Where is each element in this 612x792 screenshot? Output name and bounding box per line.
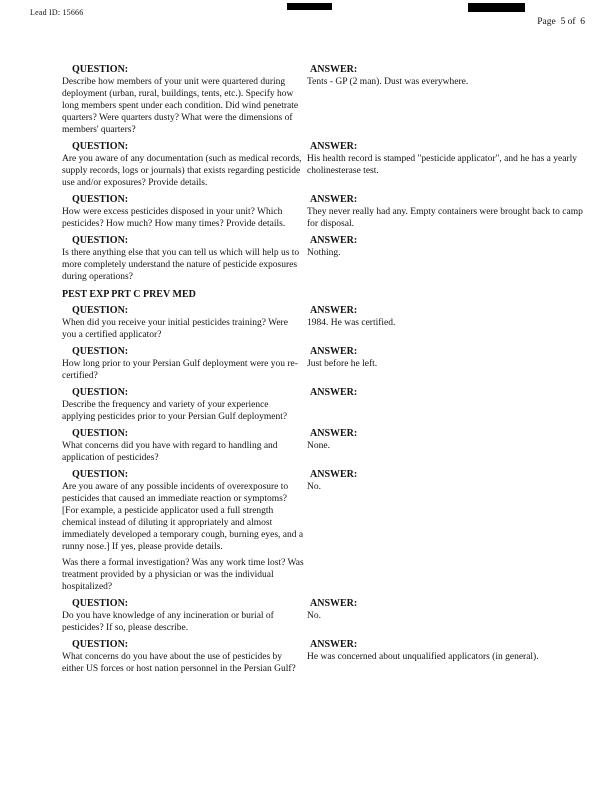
qa-block xyxy=(0,428,612,464)
question-text: When did you receive your initial pesticides training? Were you a certified applicator? xyxy=(62,318,288,340)
question-column xyxy=(62,469,304,593)
qa-block xyxy=(0,64,612,136)
answer-label: ANSWER: xyxy=(310,194,358,205)
qa-block xyxy=(0,598,612,634)
question-label: QUESTION: xyxy=(72,235,129,246)
question-column xyxy=(62,387,304,423)
question-text: Describe the frequency and variety of your experience applying pesticides prior to your Persian Gulf deployment? xyxy=(62,400,288,422)
answer-text: They never really had any. Empty containers were brought back to camp for disposal. xyxy=(307,207,583,229)
answer-column xyxy=(307,141,585,177)
qa-block xyxy=(0,346,612,382)
question-label: QUESTION: xyxy=(72,305,129,316)
answer-text: Tents - GP (2 man). Dust was everywhere. xyxy=(307,77,469,87)
redaction-bar xyxy=(468,3,525,12)
qa-block xyxy=(0,141,612,189)
question-column xyxy=(62,305,304,341)
answer-column xyxy=(307,64,585,88)
qa-block xyxy=(0,387,612,423)
qa-block xyxy=(0,235,612,283)
answer-label: ANSWER: xyxy=(310,235,358,246)
question-column xyxy=(62,598,304,634)
question-column xyxy=(62,235,304,283)
answer-label: ANSWER: xyxy=(310,64,358,75)
answer-text: He was concerned about unqualified applicators (in general). xyxy=(307,652,539,662)
answer-column xyxy=(307,194,585,230)
answer-column xyxy=(307,598,585,622)
section-header: PEST EXP PRT C PREV MED xyxy=(62,289,196,300)
question-label: QUESTION: xyxy=(72,428,129,439)
answer-label: ANSWER: xyxy=(310,387,358,398)
answer-text: No. xyxy=(307,611,321,621)
question-label: QUESTION: xyxy=(72,64,129,75)
answer-column xyxy=(307,428,585,452)
answer-column xyxy=(307,346,585,370)
answer-column xyxy=(307,639,585,663)
lead-id: Lead ID: 15666 xyxy=(30,8,84,17)
question-column xyxy=(62,194,304,230)
answer-text: His health record is stamped "pesticide applicator", and he has a yearly cholinesterase test. xyxy=(307,154,577,176)
qa-block xyxy=(0,639,612,675)
question-label: QUESTION: xyxy=(72,387,129,398)
question-label: QUESTION: xyxy=(72,639,129,650)
answer-label: ANSWER: xyxy=(310,428,358,439)
question-label: QUESTION: xyxy=(72,598,129,609)
answer-label: ANSWER: xyxy=(310,305,358,316)
question-column xyxy=(62,346,304,382)
answer-column xyxy=(307,305,585,329)
qa-block xyxy=(0,194,612,230)
question-text: What concerns did you have with regard to handling and application of pesticides? xyxy=(62,441,278,463)
answer-text: Just before he left. xyxy=(307,359,378,369)
question-label: QUESTION: xyxy=(72,346,129,357)
question-column xyxy=(62,64,304,136)
answer-label: ANSWER: xyxy=(310,141,358,152)
question-text: Is there anything else that you can tell us which will help us to more completely understand the nature of pesticide exposures during operations? xyxy=(62,248,300,282)
redaction-bar xyxy=(287,3,332,10)
question-text: Do you have knowledge of any incineration or burial of pesticides? If so, please describe. xyxy=(62,611,274,633)
answer-label: ANSWER: xyxy=(310,639,358,650)
answer-label: ANSWER: xyxy=(310,346,358,357)
question-text: What concerns do you have about the use of pesticides by either US forces or host nation personnel in the Persian Gulf? xyxy=(62,652,296,674)
answer-column xyxy=(307,387,585,399)
answer-label: ANSWER: xyxy=(310,598,358,609)
question-label: QUESTION: xyxy=(72,194,129,205)
answer-column xyxy=(307,235,585,259)
answer-text: Nothing. xyxy=(307,248,341,258)
question-text: How were excess pesticides disposed in your unit? Which pesticides? How much? How many times? Provide details. xyxy=(62,207,286,229)
qa-block xyxy=(0,305,612,341)
question-text: Are you aware of any possible incidents of overexposure to pesticides that caused an immediate reaction or symptoms? [For example, a pesticide applicator used a full strength chemical instead of diluting it appropriately and almost immediately developed a temporary cough, burning eyes, and a runny nose.] If yes, please provide details. xyxy=(62,482,304,552)
answer-text: None. xyxy=(307,441,330,451)
question-column xyxy=(62,141,304,189)
qa-block xyxy=(0,469,612,593)
question-column xyxy=(62,428,304,464)
question-text: Describe how members of your unit were quartered during deployment (urban, rural, buildings, tents, etc.). Specify how long members spent under each condition. Did wind penetrate quarters? Were quarters dusty? What were the dimensions of members' quarters? xyxy=(62,77,299,135)
question-text: Are you aware of any documentation (such as medical records, supply records, logs or journals) that exists regarding pesticide use and/or exposures? Provide details. xyxy=(62,154,302,188)
question-label: QUESTION: xyxy=(72,141,129,152)
answer-text: No. xyxy=(307,482,321,492)
answer-text: 1984. He was certified. xyxy=(307,318,396,328)
answer-column xyxy=(307,469,585,493)
question-label: QUESTION: xyxy=(72,469,129,480)
question-text: How long prior to your Persian Gulf deployment were you re-certified? xyxy=(62,359,298,381)
answer-label: ANSWER: xyxy=(310,469,358,480)
question-text-followup: Was there a formal investigation? Was any work time lost? Was treatment provided by a physician or was the individual hospitalized? xyxy=(62,558,304,592)
question-column xyxy=(62,639,304,675)
page-number: Page 5 of 6 xyxy=(537,17,585,27)
